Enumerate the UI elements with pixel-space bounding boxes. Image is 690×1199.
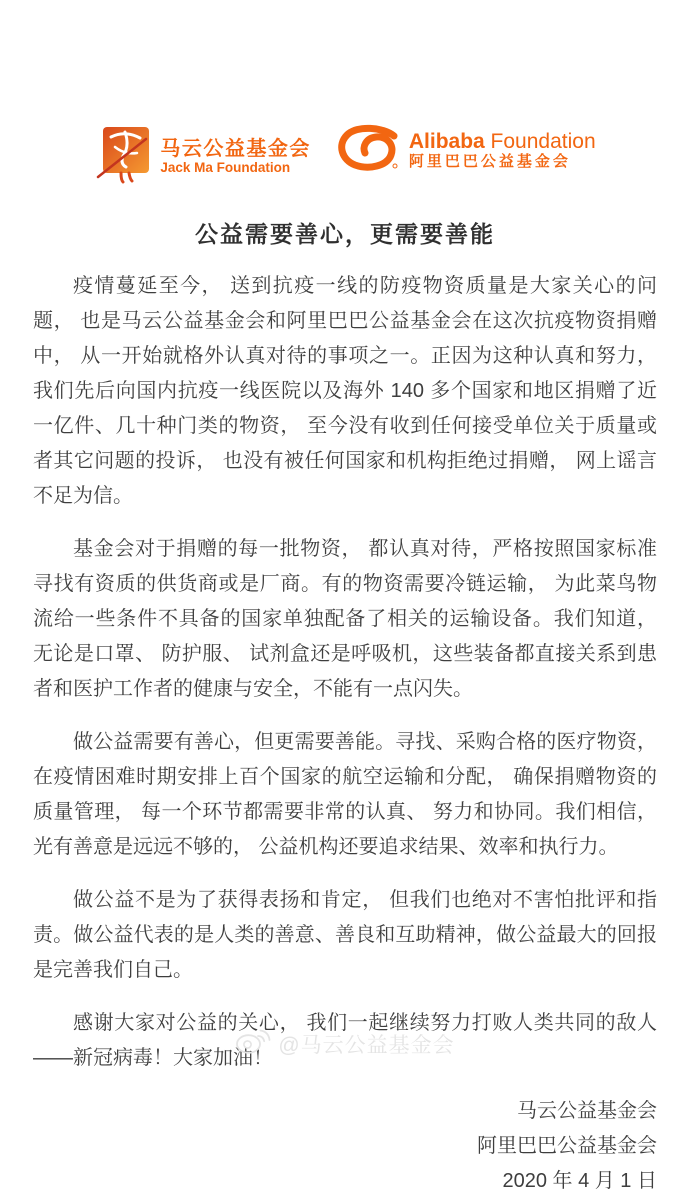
alibaba-head-icon xyxy=(337,124,401,177)
alibaba-foundation-logo xyxy=(337,124,596,177)
paragraph: 做公益需要有善心，但更需要善能。寻找、采购合格的医疗物资， 在疫情困难时期安排上百个国家的航空运输和分配， 确保捐赠物资的质量管理， 每一个环节都需要非常的认真、 努力和协同。我们相信， 光有善意是远远不够的， 公益机构还要追求结果、效率和执行力。 xyxy=(33,731,657,858)
jackma-logo-en: Jack Ma Foundation xyxy=(160,159,291,175)
weibo-watermark xyxy=(0,1027,690,1061)
jackma-logo-cn: 马云公益基金会 xyxy=(160,137,311,160)
signature-line-jackma: 马云公益基金会 xyxy=(517,1100,657,1122)
paragraph: 疫情蔓延至今， 送到抗疫一线的防疫物资质量是大家关心的问题， 也是马云公益基金会和阿里巴巴公益基金会在这次抗疫物资捐赠中， 从一开始就格外认真对待的事项之一。正因为这种认真和努力， 我们先后向国内抗疫一线医院以及海外 140 多个国家和地区捐赠了近一亿件、几十种门类的物资， 至今没有收到任何接受单位关于质量或者其它问题的投诉， 也没有被任何国家和机构拒绝过捐赠， 网上谣言不足为信。 xyxy=(33,275,657,507)
paragraph: 基金会对于捐赠的每一批物资， 都认真对待，严格按照国家标准寻找有资质的供货商或是厂商。有的物资需要冷链运输， 为此菜鸟物流给一些条件不具备的国家单独配备了相关的运输设备。我们知道， 无论是口罩、 防护服、 试剂盒还是呼吸机，这些装备都直接关系到患者和医护工作者的健康与安全，不能有一点闪失。 xyxy=(33,538,657,700)
paragraph: 做公益不是为了获得表扬和肯定， 但我们也绝对不害怕批评和指责。做公益代表的是人类的善意、善良和互助精神，做公益最大的回报是完善我们自己。 xyxy=(33,889,657,981)
signature-line-alibaba: 阿里巴巴公益基金会 xyxy=(477,1135,657,1157)
signature-block xyxy=(0,1094,690,1199)
weibo-icon xyxy=(235,1027,271,1061)
page-title: 公益需要善心，更需要善能 xyxy=(195,221,495,247)
paragraph: 感谢大家对公益的关心， 我们一起继续努力打败人类共同的敌人——新冠病毒！大家加油！ xyxy=(33,1012,657,1069)
jackma-foundation-logo xyxy=(94,124,311,189)
alibaba-logo-cn: 阿里巴巴公益基金会 xyxy=(408,153,571,170)
signature-date: 2020 年 4 月 1 日 xyxy=(502,1170,657,1192)
alibaba-logo-en-bold: Alibaba xyxy=(408,130,485,153)
header-logos xyxy=(0,0,690,189)
alibaba-logo-en xyxy=(409,130,596,153)
jackma-seal-icon xyxy=(94,124,152,189)
watermark-text: @马云公益基金会 xyxy=(278,1034,455,1057)
statement-body xyxy=(0,269,690,1076)
alibaba-logo-en-regular: Foundation xyxy=(484,130,596,153)
